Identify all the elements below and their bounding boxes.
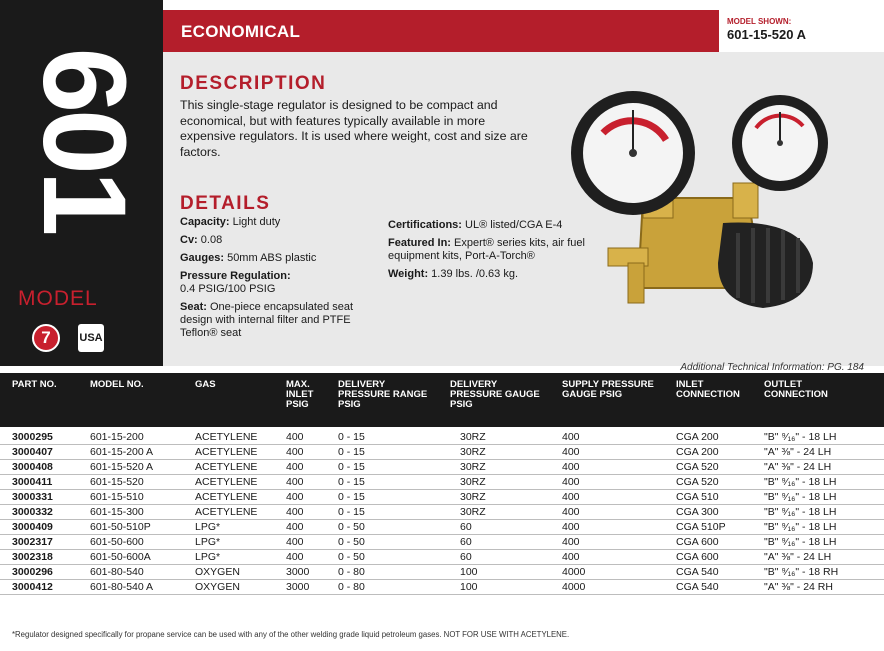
cell-max-inlet: 3000 [286,581,310,593]
cell-delivery-range: 0 - 80 [338,581,365,593]
cell-part-no: 3000407 [12,446,53,458]
cell-model-no: 601-50-510P [90,521,151,533]
cell-outlet-connection: "B" ⁹⁄₁₆" - 18 LH [764,536,837,548]
cell-gas: ACETYLENE [195,431,258,443]
cell-part-no: 3000409 [12,521,53,533]
cell-inlet-connection: CGA 540 [676,581,719,593]
cell-model-no: 601-15-520 A [90,461,154,473]
cell-delivery-range: 0 - 50 [338,551,365,563]
cell-gas: ACETYLENE [195,491,258,503]
warranty-badge-icon [32,324,60,352]
header-outlet-connection: OUTLET CONNECTION [764,379,828,400]
cell-part-no: 3000411 [12,476,53,488]
table-row [0,490,884,505]
detail-gauges: Gauges: 50mm ABS plastic [180,252,317,264]
cell-gas: ACETYLENE [195,461,258,473]
header-supply-gauge: SUPPLY PRESSURE GAUGE PSIG [562,379,654,400]
detail-certifications: Certifications: UL® listed/CGA E-4 [388,219,563,231]
cell-inlet-connection: CGA 200 [676,446,719,458]
cell-gas: ACETYLENE [195,446,258,458]
details-column-1 [180,216,360,345]
cell-inlet-connection: CGA 520 [676,461,719,473]
cell-part-no: 3000408 [12,461,53,473]
cell-gas: LPG* [195,551,221,563]
cell-max-inlet: 400 [286,461,304,473]
cell-outlet-connection: "B" ⁹⁄₁₆" - 18 LH [764,506,837,518]
cell-delivery-gauge: 30RZ [460,431,486,443]
cell-model-no: 601-15-200 A [90,446,154,458]
cell-max-inlet: 400 [286,446,304,458]
cell-outlet-connection: "B" ⁹⁄₁₆" - 18 LH [764,476,837,488]
table-row [0,565,884,580]
model-sidebar [0,0,163,366]
cell-inlet-connection: CGA 510P [676,521,726,533]
cell-inlet-connection: CGA 520 [676,476,719,488]
header-inlet-connection: INLET CONNECTION [676,379,740,400]
cell-supply-gauge: 400 [562,551,580,563]
cell-max-inlet: 400 [286,506,304,518]
cell-delivery-range: 0 - 15 [338,491,365,503]
cell-delivery-range: 0 - 15 [338,506,365,518]
cell-gas: OXYGEN [195,566,240,578]
model-number: 601 [18,47,150,233]
model-shown-label: MODEL SHOWN: [727,17,792,26]
cell-outlet-connection: "A" ⅜" - 24 RH [764,581,833,593]
cell-outlet-connection: "B" ⁹⁄₁₆" - 18 LH [764,521,837,533]
cell-part-no: 3000295 [12,431,53,443]
cell-delivery-range: 0 - 80 [338,566,365,578]
cell-delivery-gauge: 30RZ [460,491,486,503]
cell-gas: ACETYLENE [195,476,258,488]
description-heading: DESCRIPTION [180,73,327,94]
footnote: *Regulator designed specifically for propane service can be used with any of the other welding grade liquid petroleum gases. NOT FOR USE WITH ACETYLENE. [12,630,570,639]
cell-delivery-gauge: 30RZ [460,476,486,488]
usa-badge-text: USA [79,331,103,344]
cell-outlet-connection: "A" ⅜" - 24 LH [764,461,832,473]
cell-part-no: 3000296 [12,566,53,578]
cell-delivery-gauge: 60 [460,536,472,548]
cell-inlet-connection: CGA 540 [676,566,719,578]
detail-weight: Weight: 1.39 lbs. /0.63 kg. [388,268,519,280]
table-row [0,505,884,520]
warranty-years: 7 [41,328,51,347]
cell-part-no: 3000332 [12,506,53,518]
table-row [0,580,884,595]
cell-model-no: 601-15-300 [90,506,144,518]
cell-gas: OXYGEN [195,581,240,593]
cell-supply-gauge: 400 [562,476,580,488]
cell-inlet-connection: CGA 600 [676,551,719,563]
model-label: MODEL [18,287,98,310]
cell-delivery-gauge: 100 [460,566,478,578]
cell-supply-gauge: 400 [562,461,580,473]
table-row [0,520,884,535]
cell-inlet-connection: CGA 300 [676,506,719,518]
cell-max-inlet: 400 [286,551,304,563]
table-row [0,475,884,490]
detail-capacity: Capacity: Light duty [180,216,281,228]
table-row [0,430,884,445]
cell-supply-gauge: 400 [562,431,580,443]
cell-supply-gauge: 400 [562,491,580,503]
cell-max-inlet: 400 [286,536,304,548]
cell-outlet-connection: "A" ⅜" - 24 LH [764,551,832,563]
cell-max-inlet: 400 [286,491,304,503]
cell-gas: LPG* [195,521,221,533]
detail-pressure-regulation: Pressure Regulation: 0.4 PSIG/100 PSIG [180,270,291,295]
cell-delivery-gauge: 30RZ [460,446,486,458]
cell-gas: LPG* [195,536,221,548]
table-row [0,550,884,565]
cell-outlet-connection: "B" ⁹⁄₁₆" - 18 LH [764,431,837,443]
additional-info: Additional Technical Information: PG. 184 [680,362,864,373]
cell-delivery-gauge: 30RZ [460,506,486,518]
cell-outlet-connection: "A" ⅜" - 24 LH [764,446,832,458]
page-title: ECONOMICAL [181,22,301,41]
header-bar [163,10,719,52]
regulator-image [548,88,868,328]
cell-part-no: 3000331 [12,491,53,503]
header-gas: GAS [195,379,216,390]
header-model-no: MODEL NO. [90,379,144,390]
cell-supply-gauge: 400 [562,506,580,518]
cell-outlet-connection: "B" ⁹⁄₁₆" - 18 RH [764,566,839,578]
cell-gas: ACETYLENE [195,506,258,518]
cell-inlet-connection: CGA 200 [676,431,719,443]
cell-model-no: 601-80-540 A [90,581,154,593]
detail-seat: Seat: One-piece encapsulated seat design with internal filter and PTFE Teflon® seat [180,301,354,339]
cell-model-no: 601-80-540 [90,566,144,578]
cell-delivery-range: 0 - 50 [338,536,365,548]
cell-inlet-connection: CGA 510 [676,491,719,503]
cell-delivery-gauge: 60 [460,551,472,563]
model-shown [727,17,806,42]
header-delivery-range: DELIVERY PRESSURE RANGE PSIG [338,379,428,410]
description-text: This single-stage regulator is designed to be compact and economical, but with features typically available in more expensive regulators. It is used where weight, cost and size are factors. [180,98,528,159]
header-delivery-gauge: DELIVERY PRESSURE GAUGE PSIG [450,379,540,410]
cell-max-inlet: 400 [286,431,304,443]
made-in-usa-icon [78,324,104,352]
cell-part-no: 3000412 [12,581,53,593]
cell-delivery-range: 0 - 15 [338,431,365,443]
cell-model-no: 601-15-520 [90,476,144,488]
cell-outlet-connection: "B" ⁹⁄₁₆" - 18 LH [764,491,837,503]
detail-featured-in: Featured In: Expert® series kits, air fuel equipment kits, Port-A-Torch® [388,237,585,262]
cell-delivery-gauge: 100 [460,581,478,593]
cell-max-inlet: 400 [286,521,304,533]
cell-supply-gauge: 400 [562,521,580,533]
cell-model-no: 601-50-600 [90,536,144,548]
cell-max-inlet: 3000 [286,566,310,578]
model-shown-value: 601-15-520 A [727,27,807,42]
cell-supply-gauge: 4000 [562,581,586,593]
cell-delivery-gauge: 30RZ [460,461,486,473]
details-heading: DETAILS [180,193,271,214]
cell-supply-gauge: 400 [562,446,580,458]
cell-supply-gauge: 400 [562,536,580,548]
cell-model-no: 601-15-510 [90,491,144,503]
detail-cv: Cv: 0.08 [180,234,223,246]
cell-model-no: 601-15-200 [90,431,144,443]
table-row [0,460,884,475]
header-max-inlet: MAX. INLET PSIG [286,379,314,410]
header-part-no: PART NO. [12,379,57,390]
table-row [0,535,884,550]
cell-delivery-range: 0 - 50 [338,521,365,533]
cell-delivery-range: 0 - 15 [338,446,365,458]
cell-delivery-range: 0 - 15 [338,476,365,488]
cell-inlet-connection: CGA 600 [676,536,719,548]
cell-part-no: 3002317 [12,536,53,548]
cell-model-no: 601-50-600A [90,551,151,563]
cell-delivery-gauge: 60 [460,521,472,533]
cell-max-inlet: 400 [286,476,304,488]
table-row [0,445,884,460]
cell-supply-gauge: 4000 [562,566,586,578]
cell-delivery-range: 0 - 15 [338,461,365,473]
cell-part-no: 3002318 [12,551,53,563]
